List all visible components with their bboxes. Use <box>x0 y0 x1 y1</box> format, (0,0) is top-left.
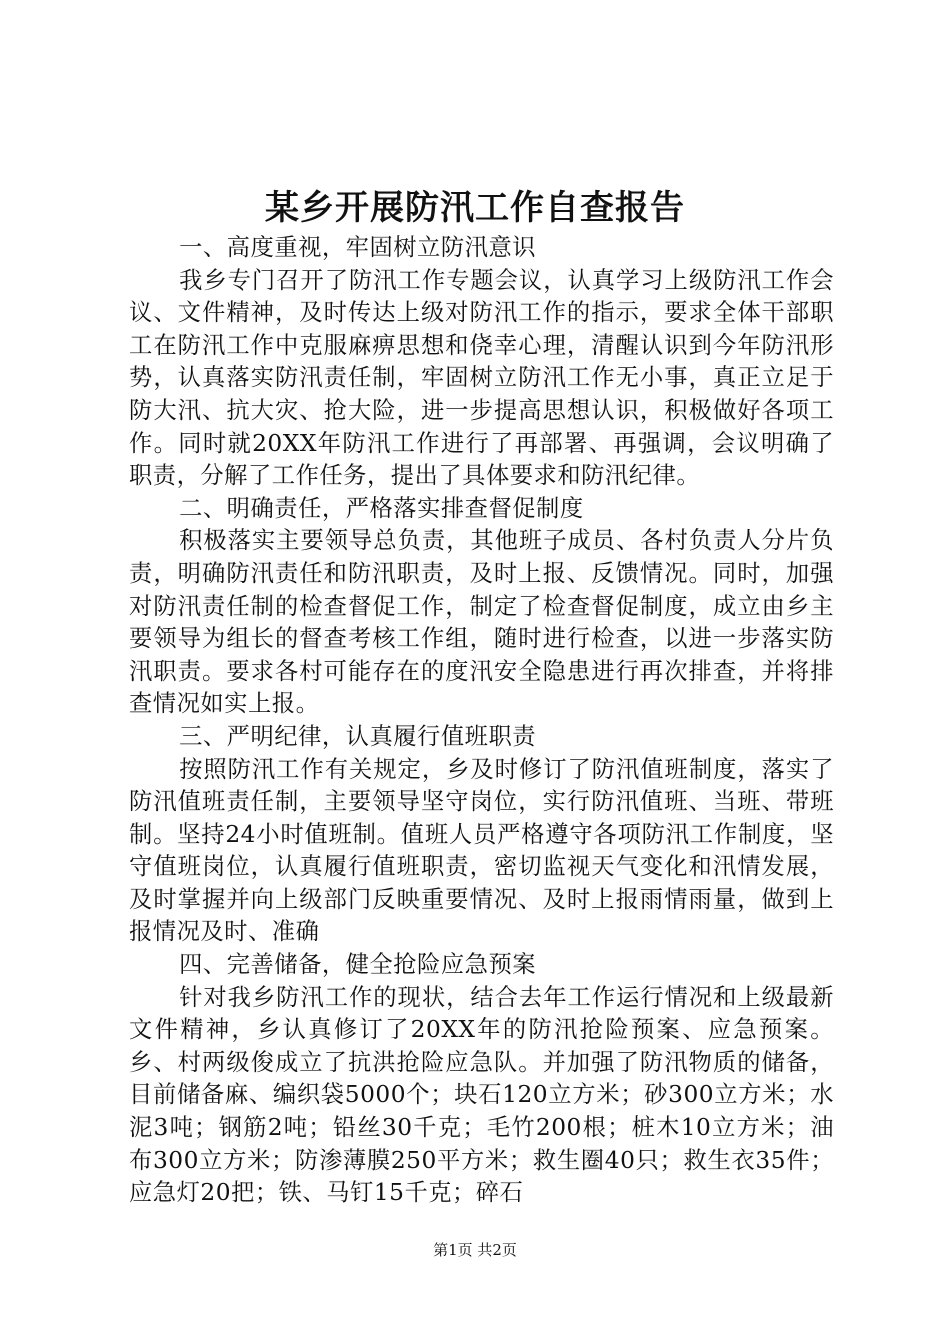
section-heading-1: 一、高度重视，牢固树立防汛意识 <box>179 234 537 261</box>
section-heading-2: 二、明确责任，严格落实排查督促制度 <box>179 494 584 522</box>
section-heading-4: 四、完善储备，健全抢险应急预案 <box>179 951 537 979</box>
section-heading-3: 三、严明纪律，认真履行值班职责 <box>179 722 537 750</box>
section-paragraph-2: 积极落实主要领导总负责，其他班子成员、各村负责人分片负责，明确防汛责任和防汛职责，及时上报、反馈情况。同时，加强对防汛责任制的检查督促工作，制定了检查督促制度，成立由乡主要领导为组长的督查考核工作组，随时进行检查，以进一步落实防汛职责。要求各村可能存在的度汛安全隐患进行再次排查，并将排查情况如实上报。 <box>129 527 834 718</box>
section-paragraph-3: 按照防汛工作有关规定，乡及时修订了防汛值班制度，落实了防汛值班责任制，主要领导坚守岗位，实行防汛值班、当班、带班制。坚持24小时值班制。值班人员严格遵守各项防汛工作制度，坚守值班岗位，认真履行值班职责，密切监视天气变化和汛情发展，及时掌握并向上级部门反映重要情况、及时上报雨情雨量，做到上报情况及时、准确 <box>129 755 834 946</box>
page-footer: 第1页 共2页 <box>433 1241 517 1259</box>
section-paragraph-4: 针对我乡防汛工作的现状，结合去年工作运行情况和上级最新文件精神，乡认真修订了20XX年的防汛抢险预案、应急预案。乡、村两级俊成立了抗洪抢险应急队。并加强了防汛物质的储备，目前储备麻、编织袋5000个；块石120立方米；砂300立方米；水泥3吨；钢筋2吨；铅丝30千克；毛竹200根；桩木10立方米；油布300立方米；防渗薄膜250平方米；救生圈40只；救生衣35件；应急灯20把；铁、马钉15千克；碎石 <box>129 983 834 1207</box>
section-paragraph-1: 我乡专门召开了防汛工作专题会议，认真学习上级防汛工作会议、文件精神，及时传达上级对防汛工作的指示，要求全体干部职工在防汛工作中克服麻痹思想和侥幸心理，清醒认识到今年防汛形势，认真落实防汛责任制，牢固树立防汛工作无小事，真正立足于防大汛、抗大灾、抢大险，进一步提高思想认识，积极做好各项工作。同时就20XX年防汛工作进行了再部署、再强调，会议明确了职责，分解了工作任务，提出了具体要求和防汛纪律。 <box>129 266 834 490</box>
document-title: 某乡开展防汛工作自查报告 <box>265 188 685 228</box>
document-body <box>129 232 834 1210</box>
